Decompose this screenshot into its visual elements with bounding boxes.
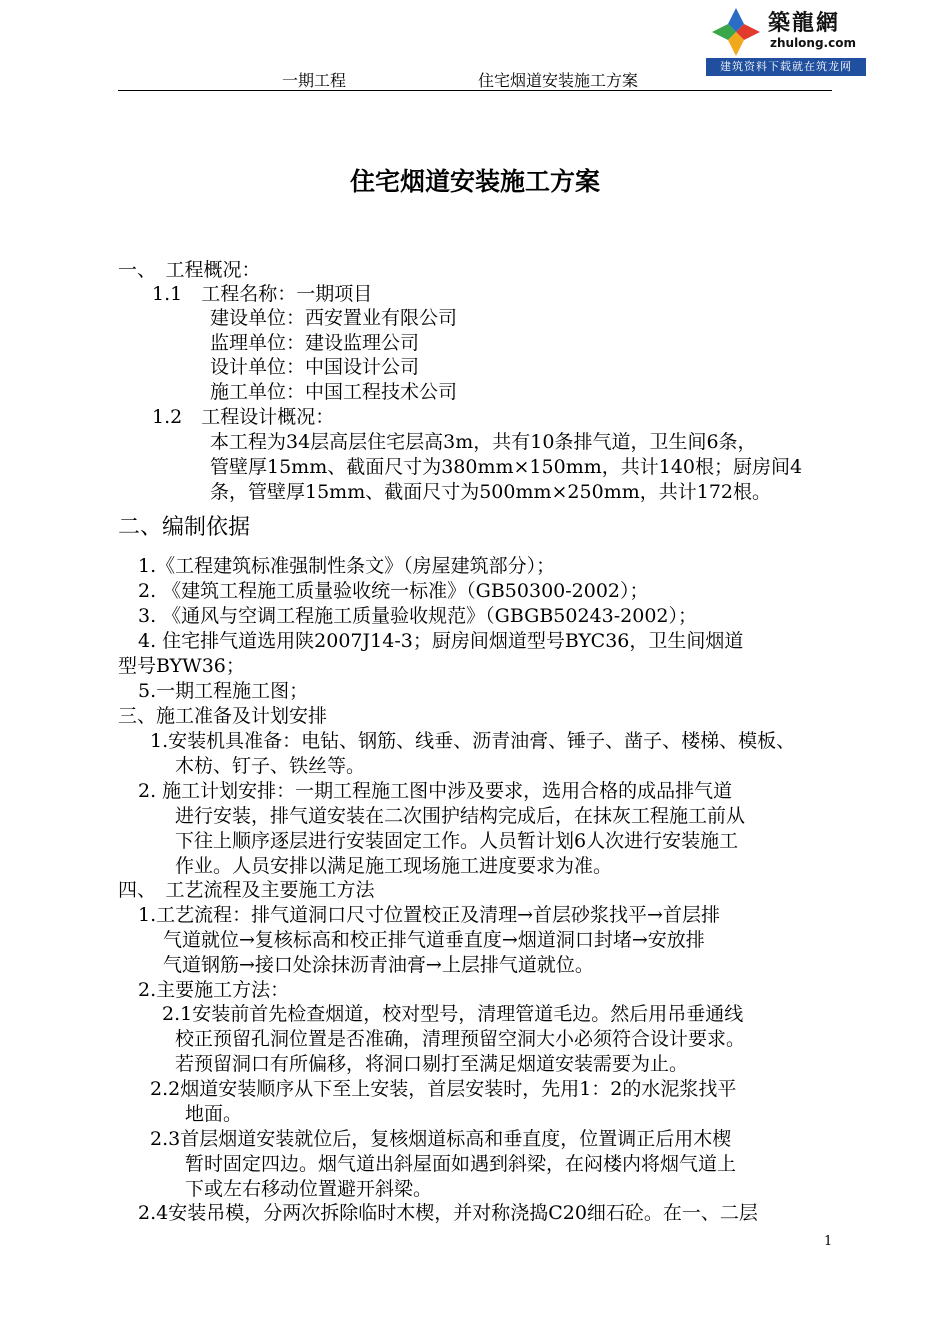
list-item: 1.《工程建筑标准强制性条文》（房屋建筑部分）； (138, 555, 556, 577)
list-item: 5.一期工程施工图； (138, 680, 309, 702)
paragraph-line: 木枋、钉子、铁丝等。 (175, 755, 366, 777)
list-item: 2. 施工计划安排：一期工程施工图中涉及要求，选用合格的成品排气道 (138, 780, 733, 802)
paragraph-line: 建设单位：西安置业有限公司 (210, 307, 458, 329)
paragraph-line: 地面。 (185, 1103, 243, 1125)
paragraph-line: 作业。人员安排以满足施工现场施工进度要求为准。 (175, 855, 613, 877)
list-item: 1.安装机具准备：电钻、钢筋、线垂、沥青油膏、锤子、凿子、楼梯、模板、 (150, 730, 796, 752)
paragraph-line: 监理单位：建设监理公司 (210, 332, 420, 354)
paragraph-line: 校正预留孔洞位置是否准确，清理预留空洞大小必须符合设计要求。 (175, 1028, 746, 1050)
paragraph-line: 型号BYW36； (118, 655, 245, 677)
list-item: 4. 住宅排气道选用陕2007J14-3；厨房间烟道型号BYC36，卫生间烟道 (138, 630, 744, 652)
paragraph-line: 条，管壁厚15mm、截面尺寸为500mm×250mm，共计172根。 (210, 481, 771, 503)
list-item: 1.工艺流程：排气道洞口尺寸位置校正及清理→首层砂浆找平→首层排 (138, 904, 720, 926)
section-heading: 三、施工准备及计划安排 (118, 705, 328, 727)
paragraph-line: 施工单位：中国工程技术公司 (210, 381, 458, 403)
paragraph-line: 下或左右移动位置避开斜梁。 (185, 1178, 433, 1200)
paragraph-line: 下往上顺序逐层进行安装固定工作。人员暂计划6人次进行安装施工 (175, 830, 739, 852)
paragraph-line: 暂时固定四边。烟气道出斜屋面如遇到斜梁，在闷楼内将烟气道上 (185, 1153, 737, 1175)
section-heading: 一、 工程概况： (118, 259, 261, 281)
paragraph-line: 气道钢筋→接口处涂抹沥青油膏→上层排气道就位。 (163, 954, 594, 976)
logo-url: zhulong.com (770, 36, 856, 50)
list-item: 2.主要施工方法： (138, 979, 290, 1001)
document-title: 住宅烟道安装施工方案 (349, 167, 600, 196)
paragraph-line: 进行安装，排气道安装在二次围护结构完成后，在抹灰工程施工前从 (175, 805, 746, 827)
page-number: 1 (824, 1234, 833, 1249)
paragraph-line: 设计单位：中国设计公司 (210, 356, 420, 378)
list-item: 2.4安装吊模，分两次拆除临时木楔，并对称浇捣C20细石砼。在一、二层 (138, 1202, 758, 1224)
section-heading: 二、编制依据 (118, 515, 251, 540)
header-rule (118, 90, 832, 91)
header-doc-title: 住宅烟道安装施工方案 (478, 71, 639, 90)
zhulong-mark-icon (710, 6, 762, 58)
zhulong-logo (706, 2, 866, 76)
subsection-heading: 1.1 工程名称：一期项目 (152, 283, 373, 305)
paragraph-line: 气道就位→复核标高和校正排气道垂直度→烟道洞口封堵→安放排 (163, 929, 705, 951)
list-item: 2. 《建筑工程施工质量验收统一标准》（GB50300-2002）； (138, 580, 649, 602)
paragraph-line: 管壁厚15mm、截面尺寸为380mm×150mm，共计140根；厨房间4 (210, 456, 803, 478)
list-item: 2.3首层烟道安装就位后，复核烟道标高和垂直度，位置调正后用木楔 (150, 1128, 732, 1150)
list-item: 2.1安装前首先检查烟道，校对型号，清理管道毛边。然后用吊垂通线 (162, 1003, 744, 1025)
paragraph-line: 本工程为34层高层住宅层高3m，共有10条排气道，卫生间6条， (210, 431, 757, 453)
header-project: 一期工程 (282, 71, 347, 90)
logo-chinese-name: 築龍網 (768, 11, 841, 36)
logo-slogan: 建筑资料下载就在筑龙网 (706, 58, 866, 76)
list-item: 3. 《通风与空调工程施工质量验收规范》（GBGB50243-2002）； (138, 605, 698, 627)
subsection-heading: 1.2 工程设计概况： (152, 406, 335, 428)
paragraph-line: 若预留洞口有所偏移，将洞口剔打至满足烟道安装需要为止。 (175, 1053, 689, 1075)
section-heading: 四、 工艺流程及主要施工方法 (118, 879, 375, 901)
list-item: 2.2烟道安装顺序从下至上安装，首层安装时，先用1：2的水泥浆找平 (150, 1078, 737, 1100)
